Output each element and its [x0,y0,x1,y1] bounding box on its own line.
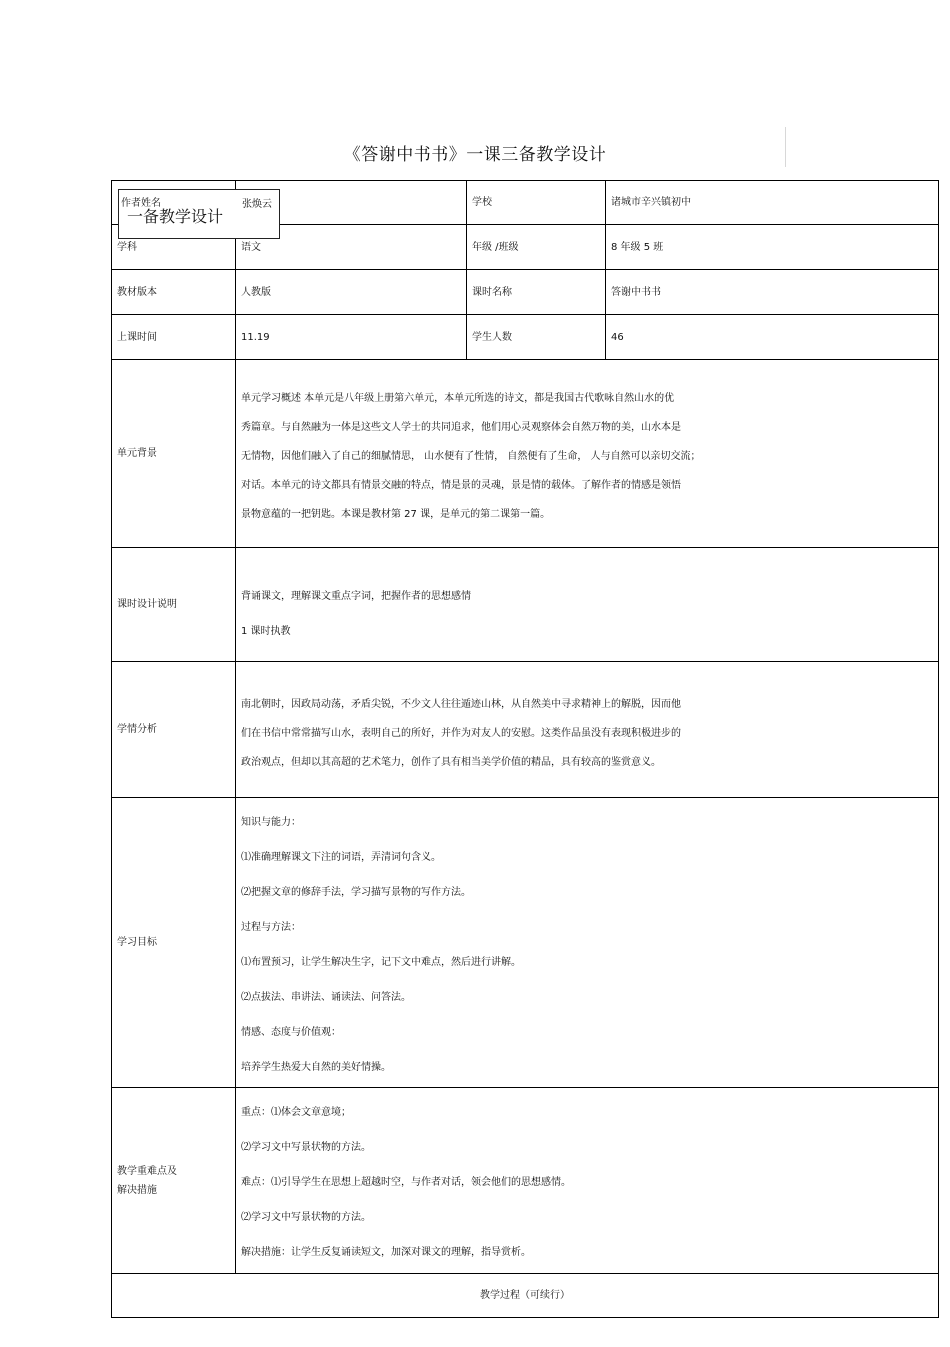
learning-goals-label: 学习目标 [112,798,236,1088]
school-value: 诸城市辛兴镇初中 [606,181,939,225]
grade-value: 8 年级 5 班 [606,225,939,270]
teaching-process-header: 教学过程（可续行） [112,1274,939,1318]
text-line: 知识与能力： [241,817,301,828]
key-points-label [112,1088,236,1274]
text-line: 景物意蕴的一把钥匙。本课是教材第 27 课，是单元的第二课第一篇。 [241,508,551,520]
edition-value: 人教版 [236,270,467,315]
school-label: 学校 [467,181,606,225]
text-line: ⑴布置预习，让学生解决生字，记下文中难点，然后进行讲解。 [241,957,521,968]
text-line: 解决措施：让学生反复诵读短文，加深对课文的理解，指导赏析。 [241,1246,531,1258]
text-line: 过程与方法： [241,922,301,933]
info-row-time [112,315,939,360]
unit-background-content [236,360,939,548]
class-time-label: 上课时间 [112,315,236,360]
text-line: 1 课时执教 [241,625,291,637]
section-lesson-design [112,548,939,662]
margin-mark [785,127,786,167]
text-line: 无情物，因他们融入了自己的细腻情思， 山水便有了性情， 自然便有了生命， 人与自然可以亲切交流； [241,450,701,462]
section-learning-goals [112,798,939,1088]
text-line: 情感、态度与价值观： [241,1027,341,1038]
text-line: 培养学生热爱大自然的美好情操。 [241,1062,391,1073]
key-points-label-line: 解决措施 [117,1184,157,1196]
text-line: 对话。本单元的诗文都具有情景交融的特点，情是景的灵魂，景是情的载体。了解作者的情感是领悟 [241,479,681,491]
edition-label: 教材版本 [112,270,236,315]
overlay-box [118,189,280,239]
text-line: ⑵学习文中写景状物的方法。 [241,1141,371,1153]
text-line: 南北朝时，因政局动荡，矛盾尖锐，不少文人往往遁迹山林，从自然美中寻求精神上的解脱，因而他 [241,699,681,710]
text-line: ⑵点拔法、串讲法、诵读法、问答法。 [241,992,411,1003]
class-time-value: 11.19 [236,315,467,360]
text-line: ⑵学习文中写景状物的方法。 [241,1211,371,1223]
text-line: 秀篇章。与自然融为一体是这些文人学士的共同追求，他们用心灵观察体会自然万物的美，山水本是 [241,421,681,433]
key-points-label-line: 教学重难点及 [117,1165,177,1177]
subject-value: 语文 [236,225,467,270]
section-learner-analysis [112,662,939,798]
author-name-label: 作者姓名 [121,198,161,209]
lesson-design-content [236,548,939,662]
text-line: 背诵课文，理解课文重点字词，把握作者的思想感情 [241,590,471,602]
section-key-points [112,1088,939,1274]
lesson-name-value: 答谢中书书 [606,270,939,315]
student-count-label: 学生人数 [467,315,606,360]
section-teaching-process [112,1274,939,1318]
subject-label: 学科 [112,225,236,270]
learner-analysis-label: 学情分析 [112,662,236,798]
text-line: 们在书信中常常描写山水，表明自己的所好，并作为对友人的安慰。这类作品虽没有表现积极进步的 [241,728,681,739]
grade-label: 年级 /班级 [467,225,606,270]
text-line: 单元学习概述 本单元是八年级上册第六单元，本单元所选的诗文，都是我国古代歌咏自然山水的优 [241,392,675,404]
student-count-value: 46 [606,315,939,360]
text-line: 政治观点，但却以其高超的艺术笔力，创作了具有相当美学价值的精品，具有较高的鉴赏意义。 [241,757,661,768]
text-line: 重点：⑴体会文章意境； [241,1106,351,1118]
text-line: ⑵把握文章的修辞手法，学习描写景物的写作方法。 [241,887,471,898]
text-line: 难点：⑴引导学生在思想上超越时空，与作者对话，领会他们的思想感情。 [241,1176,571,1188]
section-unit-background [112,360,939,548]
unit-background-label: 单元背景 [112,360,236,548]
lesson-plan-table [111,180,939,1318]
author-name-value: 张焕云 [242,199,272,210]
overlay-heading: 一备教学设计 [127,207,224,226]
key-points-content [236,1088,939,1274]
learner-analysis-content [236,662,939,798]
learning-goals-content [236,798,939,1088]
info-row-edition [112,270,939,315]
text-line: ⑴准确理解课文下注的词语，弄清词句含义。 [241,852,441,863]
document-title: 《答谢中书书》一课三备教学设计 [343,145,607,165]
lesson-design-label: 课时设计说明 [112,548,236,662]
lesson-name-label: 课时名称 [467,270,606,315]
